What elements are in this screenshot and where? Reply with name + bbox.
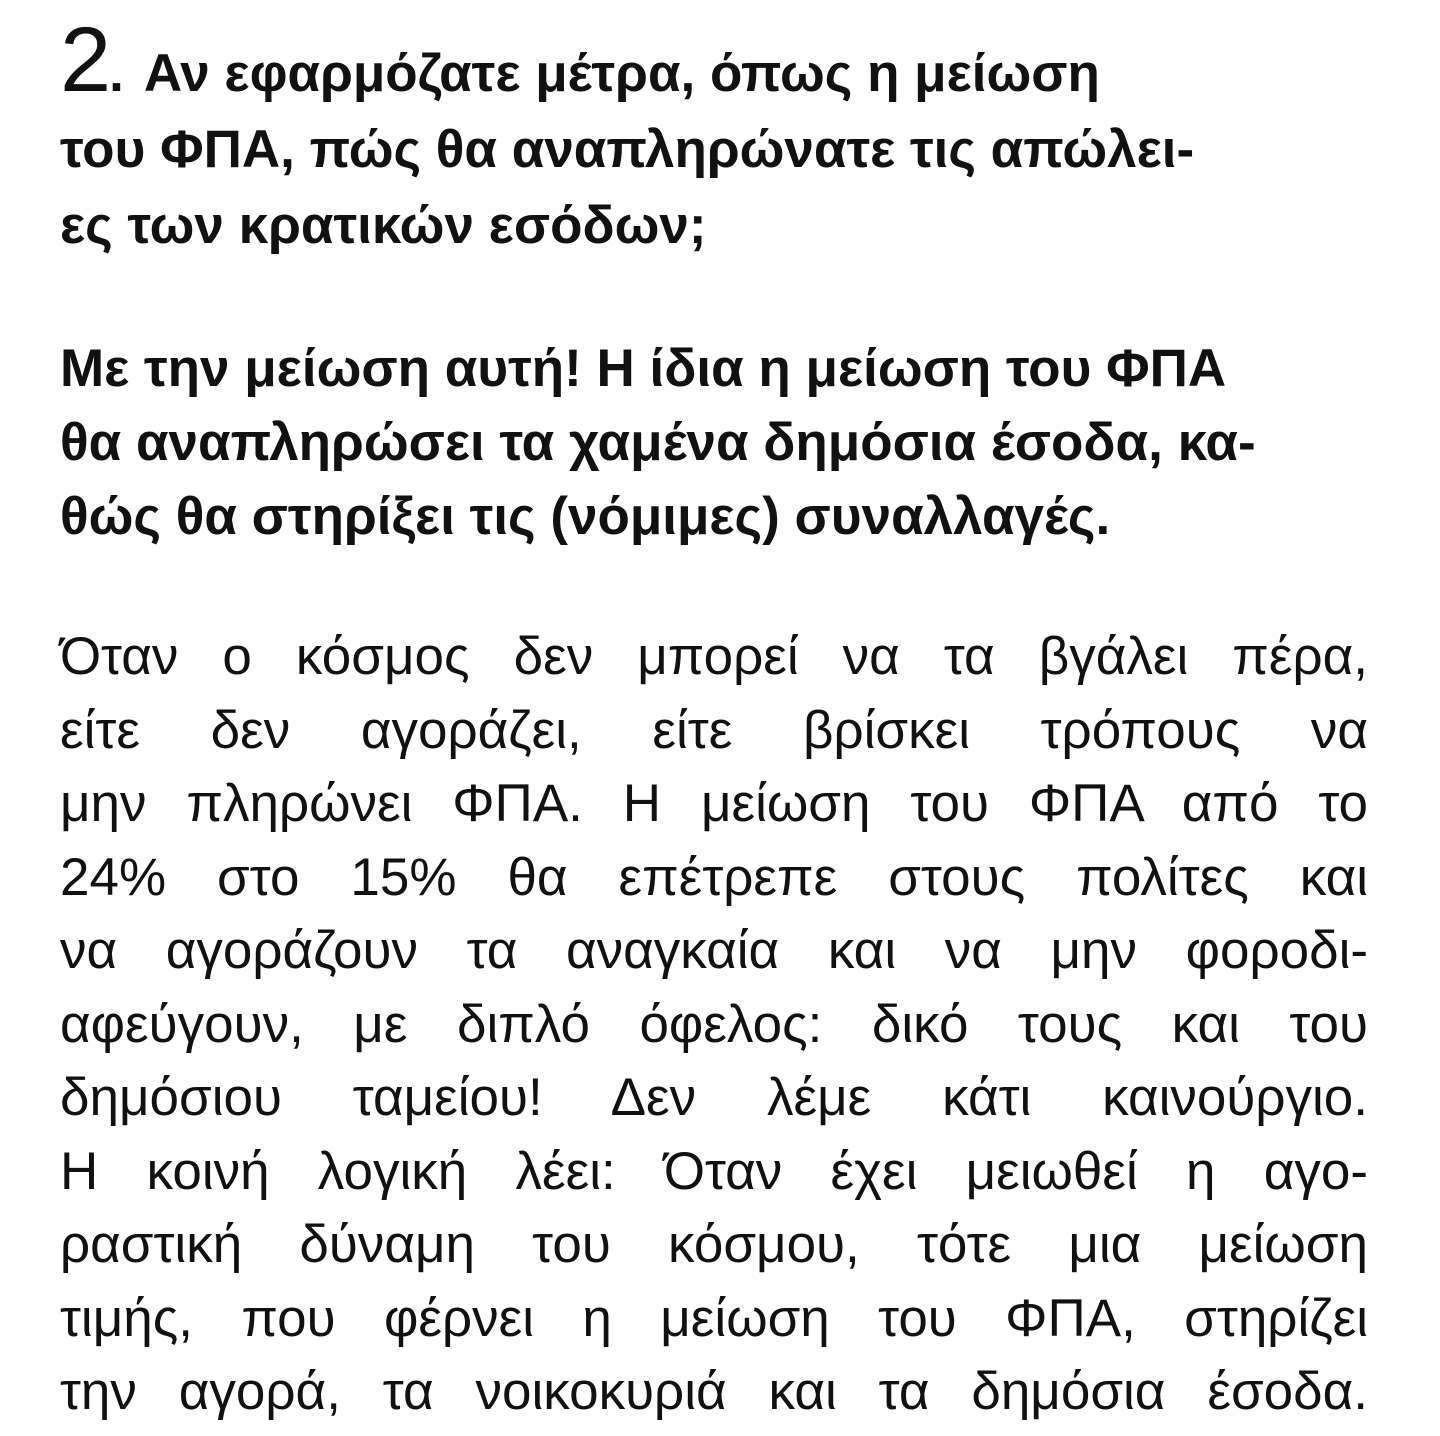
question-heading	[60, 0, 1368, 264]
question-text-line: του ΦΠΑ, πώς θα αναπληρώνατε τις απώλει-	[60, 120, 1195, 179]
article	[60, 0, 1368, 1429]
answer-body-line: τιμής, που φέρνει η μείωση του ΦΠΑ, στηρίζει	[60, 1288, 1368, 1348]
answer-body-line: είτε δεν αγοράζει, είτε βρίσκει τρόπους να	[60, 700, 1368, 760]
answer-lead-line: θα αναπληρώσει τα χαμένα δημόσια έσοδα, κα-	[60, 413, 1256, 472]
answer-body-line: Όταν ο κόσμος δεν μπορεί να τα βγάλει πέρα,	[60, 627, 1368, 686]
question-number-dot: .	[109, 44, 124, 103]
answer-lead-line: Με την μείωση αυτή! Η ίδια η μείωση του ΦΠΑ	[60, 339, 1227, 398]
answer-body-line: μην πληρώνει ΦΠΑ. Η μείωση του ΦΠΑ από το	[60, 774, 1368, 833]
answer-body-line: Η κοινή λογική λέει: Όταν έχει μειωθεί η αγο-	[60, 1141, 1368, 1201]
answer-body-paragraph	[60, 620, 1368, 1429]
answer-body-line: να αγοράζουν τα αναγκαία και να μην φοροδι-	[60, 921, 1368, 980]
question-line-1	[60, 9, 1368, 112]
question-text-line: ες των κρατικών εσόδων;	[60, 196, 707, 255]
answer-lead-line: θώς θα στηρίξει τις (νόμιμες) συναλλαγές.	[60, 487, 1111, 546]
question-text-line: Αν εφαρμόζατε μέτρα, όπως η μείωση	[143, 44, 1100, 103]
question-number: 2	[60, 9, 110, 111]
answer-body-line: αφεύγουν, με διπλό όφελος: δικό τους και του	[60, 994, 1368, 1054]
answer-lead-paragraph	[60, 332, 1368, 554]
answer-body-line: την αγορά, τα νοικοκυριά και τα δημόσια έσοδα.	[60, 1362, 1368, 1421]
answer-body-line: 24% στο 15% θα επέτρεπε στους πολίτες και	[60, 847, 1368, 907]
answer-body-line: ραστική δύναμη του κόσμου, τότε μια μείωση	[60, 1215, 1368, 1274]
answer-body-line: δημόσιου ταμείου! Δεν λέμε κάτι καινούργιο.	[60, 1068, 1368, 1127]
